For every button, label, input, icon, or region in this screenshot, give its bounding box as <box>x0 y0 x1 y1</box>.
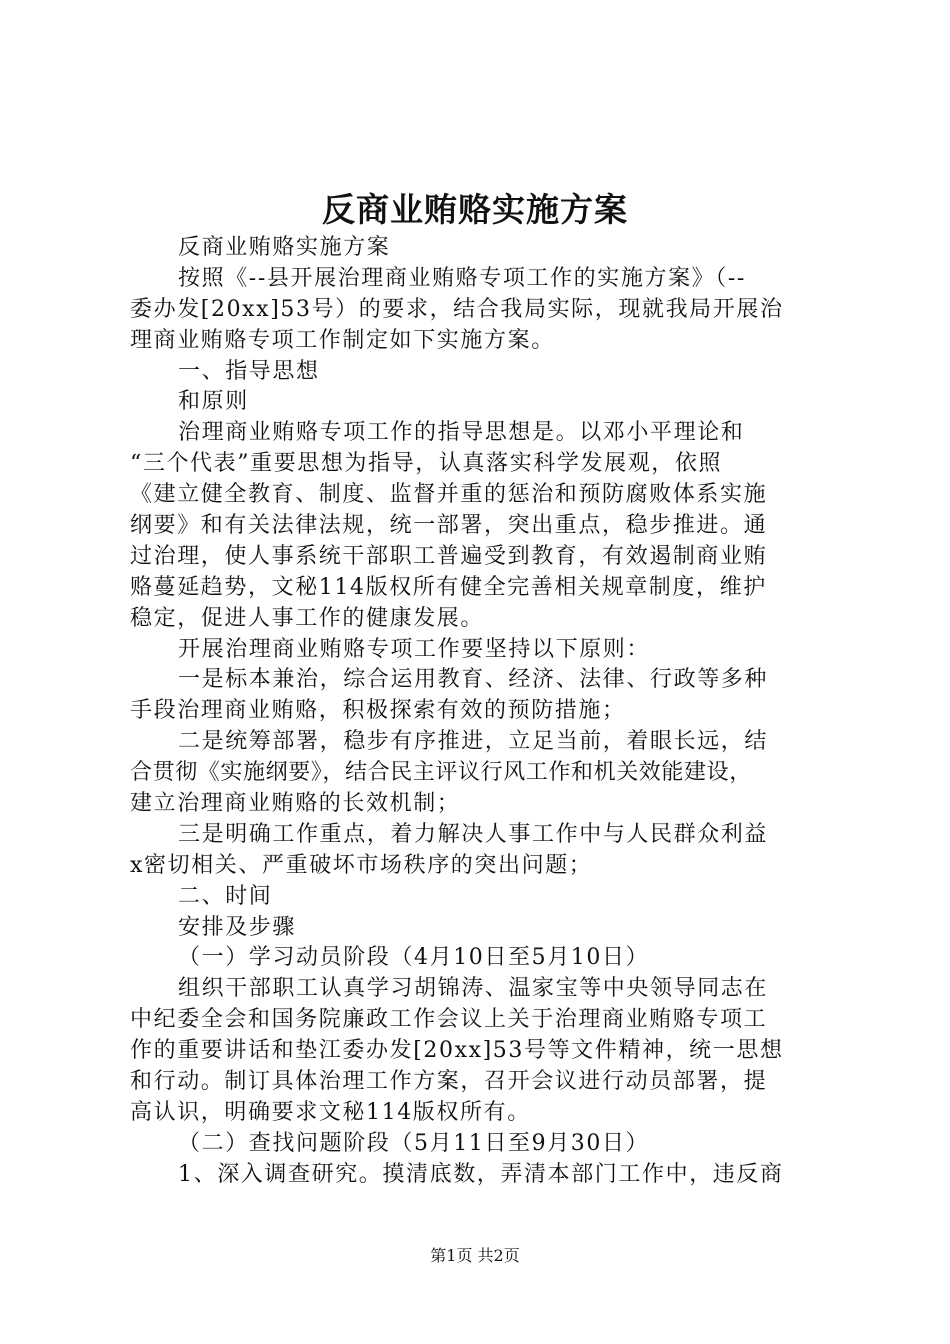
text-line: 稳定，促进人事工作的健康发展。 <box>130 605 485 631</box>
text-line: 二、时间 <box>178 883 273 909</box>
text-line: 《建立健全教育、制度、监督并重的惩治和预防腐败体系实施 <box>130 482 768 508</box>
text-line: 手段治理商业贿赂，积极探索有效的预防措施； <box>130 698 626 724</box>
page-footer: 第1页 共2页 <box>430 1246 520 1265</box>
text-line: 按照《--县开展治理商业贿赂专项工作的实施方案》（-- <box>178 265 746 291</box>
text-line: 和原则 <box>178 389 249 415</box>
text-line: 二是统筹部署，稳步有序推进，立足当前，着眼长远，结 <box>178 729 769 755</box>
text-line: 1、深入调查研究。摸清底数，弄清本部门工作中，违反商 <box>178 1161 784 1187</box>
text-line: （二）查找问题阶段（5月11日至9月30日） <box>178 1130 650 1156</box>
text-line: 三是明确工作重点，着力解决人事工作中与人民群众利益 <box>178 821 769 847</box>
text-line: 理商业贿赂专项工作制定如下实施方案。 <box>130 327 555 353</box>
text-line: 一、指导思想 <box>178 358 320 384</box>
text-line: 安排及步骤 <box>178 914 297 940</box>
text-line: 建立治理商业贿赂的长效机制； <box>130 791 461 817</box>
document-title: 反商业贿赂实施方案 <box>322 190 628 229</box>
text-line: 一是标本兼治，综合运用教育、经济、法律、行政等多种 <box>178 667 769 693</box>
text-line: 开展治理商业贿赂专项工作要坚持以下原则： <box>178 636 651 662</box>
text-line: 赂蔓延趋势，文秘114版权所有健全完善相关规章制度，维护 <box>130 574 767 600</box>
text-line: （一）学习动员阶段（4月10日至5月10日） <box>178 945 650 971</box>
text-line: “三个代表”重要思想为指导，认真落实科学发展观，依照 <box>130 451 723 477</box>
text-line: 中纪委全会和国务院廉政工作会议上关于治理商业贿赂专项工 <box>130 1007 768 1033</box>
text-line: 合贯彻《实施纲要》，结合民主评议行风工作和机关效能建设， <box>130 760 752 786</box>
text-line: x密切相关、严重破坏市场秩序的突出问题； <box>130 852 593 878</box>
text-line: 和行动。制订具体治理工作方案，召开会议进行动员部署，提 <box>130 1069 768 1095</box>
document-body <box>130 233 836 1191</box>
text-line: 治理商业贿赂专项工作的指导思想是。以邓小平理论和 <box>178 420 745 446</box>
text-line: 作的重要讲话和垫江委办发[20xx]53号等文件精神，统一思想 <box>130 1038 784 1064</box>
text-line: 组织干部职工认真学习胡锦涛、温家宝等中央领导同志在 <box>178 976 769 1002</box>
text-line: 纲要》和有关法律法规，统一部署，突出重点，稳步推进。通 <box>130 513 768 539</box>
text-line: 委办发[20xx]53号）的要求，结合我局实际，现就我局开展治 <box>130 296 784 322</box>
text-line: 反商业贿赂实施方案 <box>178 235 391 260</box>
text-line: 高认识，明确要求文秘114版权所有。 <box>130 1099 531 1125</box>
text-line: 过治理，使人事系统干部职工普遍受到教育，有效遏制商业贿 <box>130 543 768 569</box>
